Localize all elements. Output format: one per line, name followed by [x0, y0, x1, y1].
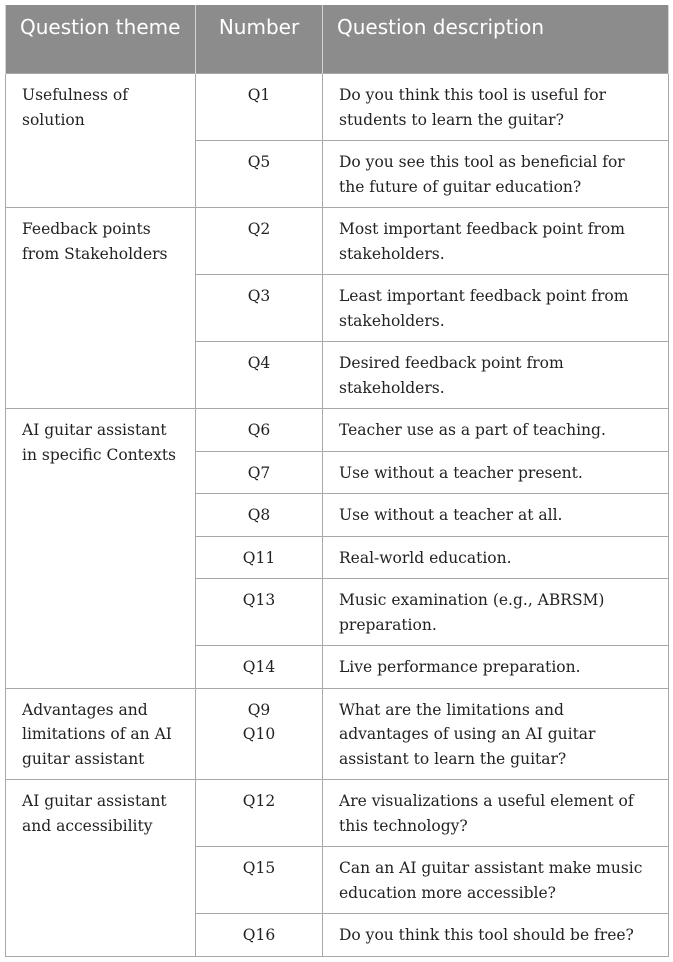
description-cell: Do you think this tool should be free?: [323, 914, 669, 957]
header-row: [6, 5, 669, 74]
theme-cell: Usefulness of solution: [6, 74, 196, 208]
number-line: Q10: [242, 725, 276, 743]
table-row: [6, 409, 669, 452]
table-row: [6, 688, 669, 780]
description-cell: Use without a teacher present.: [323, 451, 669, 494]
description-cell: Desired feedback point from stakeholders.: [323, 342, 669, 409]
theme-cell: AI guitar assistant and accessibility: [6, 780, 196, 957]
number-cell: Q11: [196, 536, 323, 579]
description-cell: What are the limitations and advantages of using an AI guitar assistant to learn the guitar?: [323, 688, 669, 780]
description-cell: Do you think this tool is useful for students to learn the guitar?: [323, 74, 669, 141]
number-cell: Q15: [196, 847, 323, 914]
description-cell: Live performance preparation.: [323, 646, 669, 689]
number-cell: [196, 688, 323, 780]
table-row: [6, 74, 669, 141]
number-cell: Q2: [196, 208, 323, 275]
theme-cell: Feedback points from Stakeholders: [6, 208, 196, 409]
number-cell: Q4: [196, 342, 323, 409]
number-cell: Q16: [196, 914, 323, 957]
description-cell: Real-world education.: [323, 536, 669, 579]
number-cell: Q6: [196, 409, 323, 452]
theme-cell: AI guitar assistant in specific Contexts: [6, 409, 196, 689]
header-question-description: Question description: [323, 5, 669, 74]
number-line: Q9: [247, 700, 271, 719]
number-cell: Q14: [196, 646, 323, 689]
table-row: [6, 208, 669, 275]
description-cell: Teacher use as a part of teaching.: [323, 409, 669, 452]
description-cell: Music examination (e.g., ABRSM) preparation.: [323, 579, 669, 646]
number-cell: Q1: [196, 74, 323, 141]
number-cell: Q13: [196, 579, 323, 646]
description-cell: Most important feedback point from stakeholders.: [323, 208, 669, 275]
question-table: [5, 5, 669, 957]
number-cell: Q5: [196, 141, 323, 208]
header-question-theme: Question theme: [6, 5, 196, 74]
number-cell: Q8: [196, 494, 323, 537]
description-cell: Use without a teacher at all.: [323, 494, 669, 537]
description-cell: Do you see this tool as beneficial for the future of guitar education?: [323, 141, 669, 208]
number-cell: Q12: [196, 780, 323, 847]
number-cell: Q3: [196, 275, 323, 342]
description-cell: Can an AI guitar assistant make music education more accessible?: [323, 847, 669, 914]
table-row: [6, 780, 669, 847]
description-cell: Are visualizations a useful element of this technology?: [323, 780, 669, 847]
header-number: Number: [196, 5, 323, 74]
description-cell: Least important feedback point from stakeholders.: [323, 275, 669, 342]
number-cell: Q7: [196, 451, 323, 494]
theme-cell: Advantages and limitations of an AI guitar assistant: [6, 688, 196, 780]
